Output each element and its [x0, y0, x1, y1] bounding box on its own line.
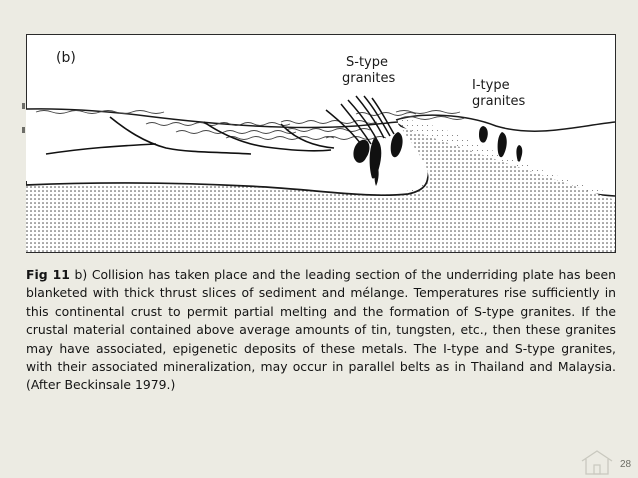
edge-mark: [22, 127, 25, 133]
home-icon[interactable]: [579, 449, 615, 475]
geologic-cross-section-figure: [26, 34, 616, 253]
figure-number: Fig 11: [26, 267, 70, 282]
i-type-label-line1: I-type: [472, 78, 510, 93]
edge-mark: [22, 103, 25, 109]
page-number: 28: [620, 459, 632, 470]
s-type-label-line1: S-type: [346, 55, 388, 70]
caption-text: b) Collision has taken place and the leading section of the underriding plate has been blanketed with thick thrust slices of sediment and mélange. Temperatures rise sufficiently in this continental crust to permit partial melting and the formation of S-type granites. If the crustal material contained above average amounts of tin, tungsten, etc., then these granites may have associated, epigenetic deposits of these metals. The I-type and S-type granites, with their associated mineralization, may occur in parallel belts as in Thailand and Malaysia. (After Beckinsale 1979.): [26, 267, 616, 393]
figure-caption: [26, 266, 616, 395]
s-type-label-line2: granites: [342, 71, 396, 86]
panel-label: (b): [56, 50, 76, 66]
i-type-label-line2: granites: [472, 94, 526, 109]
cross-section-diagram: [26, 34, 616, 253]
